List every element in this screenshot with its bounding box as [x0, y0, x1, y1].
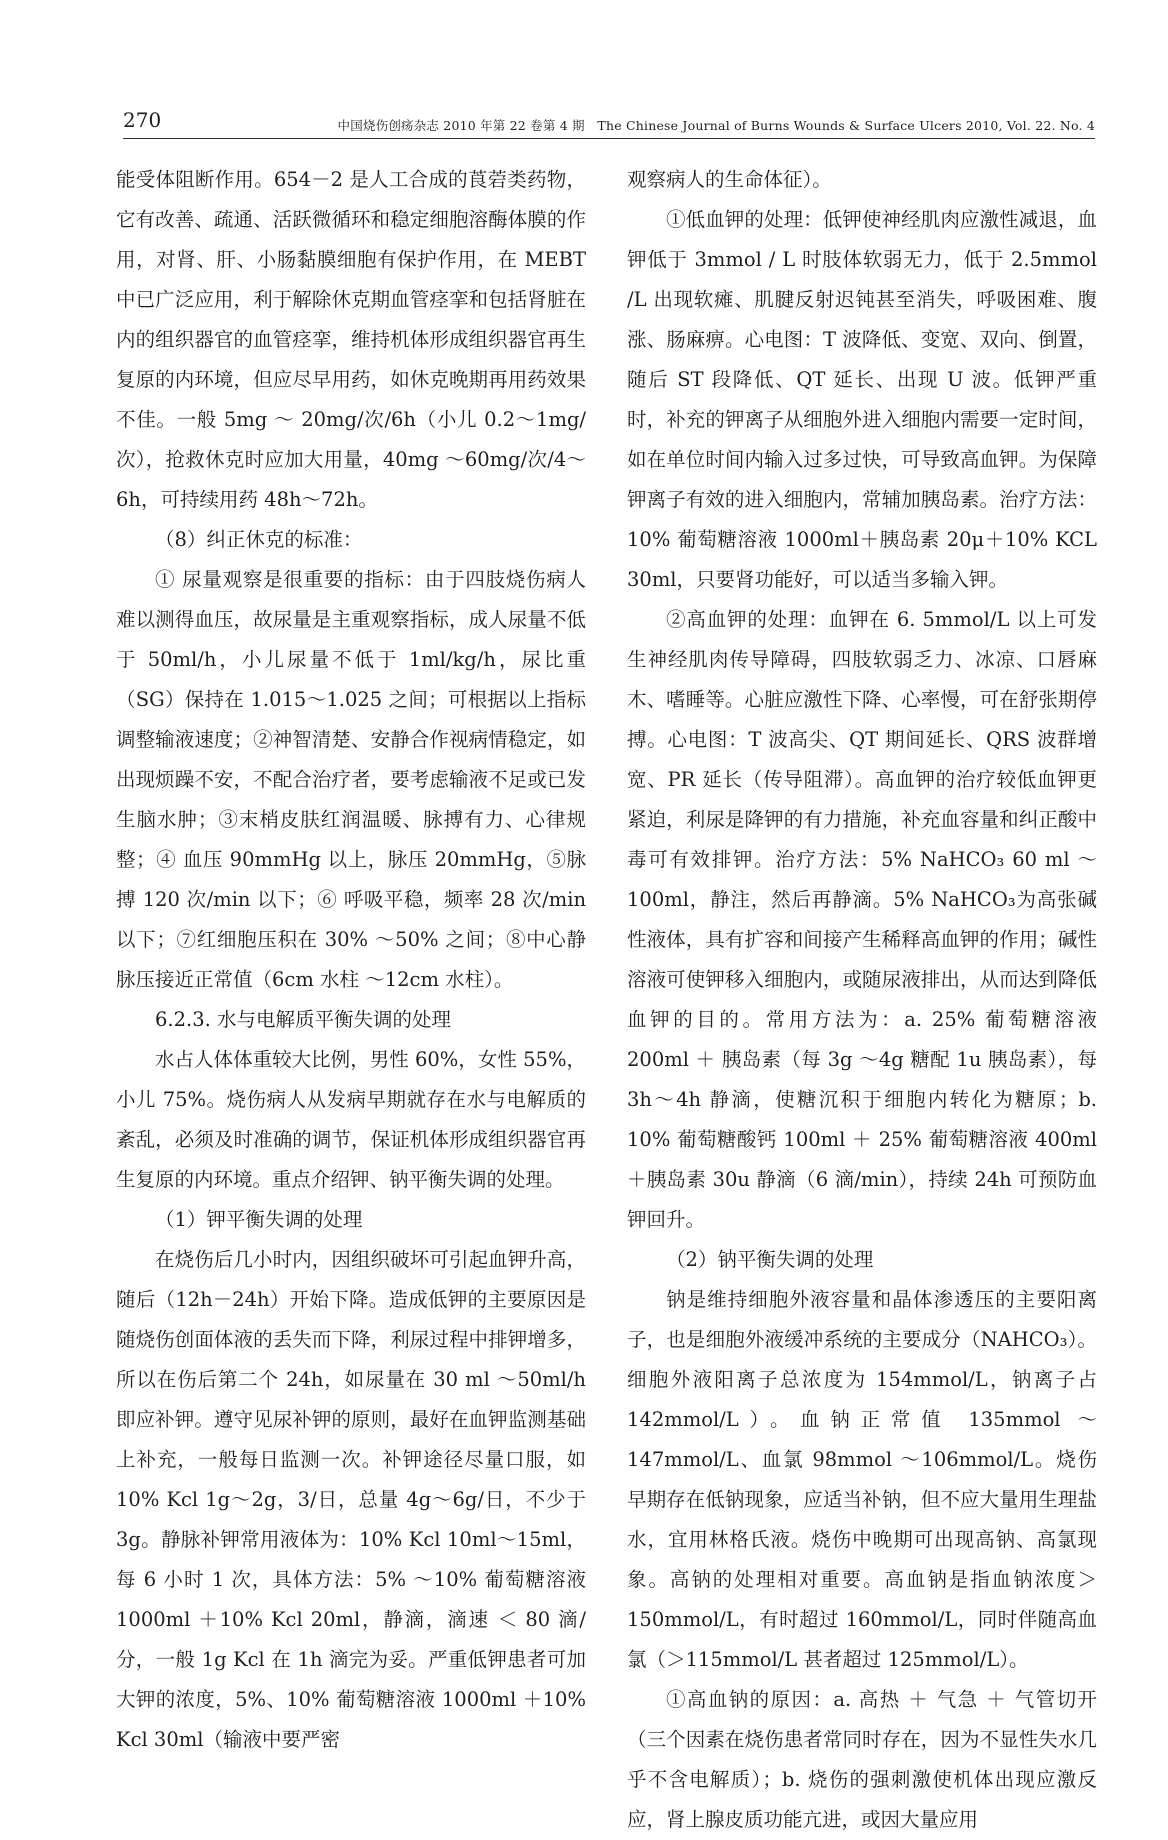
paragraph: 观察病人的生命体征）。: [627, 168, 832, 191]
page-header: [115, 106, 1095, 140]
paragraph: 在烧伤后几小时内，因组织破坏可引起血钾升高，随后（12h－24h）开始下降。造成低钾的主要原因是随烧伤创面体液的丢失而下降，利尿过程中排钾增多，所以在伤后第二个 24h，如尿量在 30 ml ～50ml/h 即应补钾。遵守见尿补钾的原则，最好在血钾监测基础上补充，一般每日监测一次。补钾途径尽量口服，如 10% Kcl 1g～2g，3/日，总量 4g～6g/日，不少于 3g。静脉补钾常用液体为：10% Kcl 10ml～15ml，每 6 小时 1 次，具体方法：5% ～10% 葡萄糖溶液 1000ml ＋10% Kcl 20ml，静滴，滴速 ＜ 80 滴/分，一般 1g Kcl 在 1h 滴完为妥。严重低钾患者可加大钾的浓度，5%、10% 葡萄糖溶液 1000ml ＋10% Kcl 30ml（输液中要严密: [116, 1248, 587, 1751]
paragraph: ①高血钠的原因：a. 高热 ＋ 气急 ＋ 气管切开（三个因素在烧伤患者常同时存在，因为不显性失水几乎不含电解质）；b. 烧伤的强刺激使机体出现应激反应，肾上腺皮质功能亢进，或因大量应用: [627, 1688, 1097, 1831]
section-heading: （2）钠平衡失调的处理: [666, 1248, 874, 1271]
header-rule: [123, 138, 1095, 139]
paragraph: ②高血钾的处理：血钾在 6. 5mmol/L 以上可发生神经肌肉传导障碍，四肢软弱乏力、冰凉、口唇麻木、嗜睡等。心脏应激性下降、心率慢，可在舒张期停搏。心电图：T 波高尖、QT 期间延长、QRS 波群增宽、PR 延长（传导阻滞）。高血钾的治疗较低血钾更紧迫，利尿是降钾的有力措施，补充血容量和纠正酸中毒可有效排钾。治疗方法：5% NaHCO₃ 60 ml ～100ml，静注，然后再静滴。5% NaHCO₃为高张碱性液体，具有扩容和间接产生稀释高血钾的作用；碱性溶液可使钾移入细胞内，或随尿液排出，从而达到降低血钾的目的。常用方法为：a. 25% 葡萄糖溶液 200ml ＋ 胰岛素（每 3g ～4g 糖配 1u 胰岛素），每 3h～4h 静滴，使糖沉积于细胞内转化为糖原；b. 10% 葡萄糖酸钙 100ml ＋ 25% 葡萄糖溶液 400ml ＋胰岛素 30u 静滴（6 滴/min），持续 24h 可预防血钾回升。: [627, 608, 1097, 1231]
left-column: [116, 160, 586, 1760]
paragraph: 能受体阻断作用。654－2 是人工合成的莨菪类药物，它有改善、疏通、活跃微循环和稳定细胞溶酶体膜的作用，对肾、肝、小肠黏膜细胞有保护作用，在 MEBT 中已广泛应用，利于解除休克期血管痉挛和包括肾脏在内的组织器官的血管痉挛，维持机体形成组织器官再生复原的内环境，但应尽早用药，如休克晚期再用药效果不佳。一般 5mg ～ 20mg/次/6h（小儿 0.2～1mg/次），抢救休克时应加大用量，40mg ～60mg/次/4～6h，可持续用药 48h～72h。: [116, 168, 586, 511]
paragraph: ① 尿量观察是很重要的指标：由于四肢烧伤病人难以测得血压，故尿量是主重观察指标，成人尿量不低于 50ml/h，小儿尿量不低于 1ml/kg/h，尿比重（SG）保持在 1.015～1.025 之间；可根据以上指标调整输液速度；②神智清楚、安静合作视病情稳定，如出现烦躁不安，不配合治疗者，要考虑输液不足或已发生脑水肿；③末梢皮肤红润温暖、脉搏有力、心律规整；④ 血压 90mmHg 以上，脉压 20mmHg，⑤脉搏 120 次/min 以下；⑥ 呼吸平稳，频率 28 次/min 以下；⑦红细胞压积在 30% ～50% 之间；⑧中心静脉压接近正常值（6cm 水柱 ～12cm 水柱）。: [116, 568, 586, 991]
page-number: 270: [123, 108, 162, 132]
section-heading: （8）纠正休克的标准：: [155, 528, 363, 551]
section-heading: （1）钾平衡失调的处理: [155, 1208, 363, 1231]
paragraph: 钠是维持细胞外液容量和晶体渗透压的主要阳离子，也是细胞外液缓冲系统的主要成分（NAHCO₃）。细胞外液阳离子总浓度为 154mmol/L，钠离子占 142mmol/L）。血钠正常值 135mmol ～ 147mmol/L、血氯 98mmol ～106mmol/L。烧伤早期存在低钠现象，应适当补钠，但不应大量用生理盐水，宜用林格氏液。烧伤中晚期可出现高钠、高氯现象。高钠的处理相对重要。高血钠是指血钠浓度＞150mmol/L，有时超过 160mmol/L，同时伴随高血氯（＞115mmol/L 甚者超过 125mmol/L）。: [627, 1288, 1097, 1671]
section-heading: 6.2.3. 水与电解质平衡失调的处理: [155, 1008, 452, 1031]
paragraph: 水占人体体重较大比例，男性 60%，女性 55%，小儿 75%。烧伤病人从发病早期就存在水与电解质的紊乱，必须及时准确的调节，保证机体形成组织器官再生复原的内环境。重点介绍钾、钠平衡失调的处理。: [116, 1048, 586, 1191]
right-column: [627, 160, 1097, 1840]
journal-running-title: 中国烧伤创疡杂志 2010 年第 22 卷第 4 期 The Chinese Journal of Burns Wounds & Surface Ulcers 2010, Vol. 22. No. 4: [337, 118, 1095, 133]
paragraph: ①低血钾的处理：低钾使神经肌肉应激性减退，血钾低于 3mmol / L 时肢体软弱无力，低于 2.5mmol /L 出现软瘫、肌腱反射迟钝甚至消失，呼吸困难、腹涨、肠麻痹。心电图：T 波降低、变宽、双向、倒置，随后 ST 段降低、QT 延长、出现 U 波。低钾严重时，补充的钾离子从细胞外进入细胞内需要一定时间，如在单位时间内输入过多过快，可导致高血钾。为保障钾离子有效的进入细胞内，常辅加胰岛素。治疗方法：10% 葡萄糖溶液 1000ml＋胰岛素 20μ＋10% KCL 30ml，只要肾功能好，可以适当多输入钾。: [627, 208, 1097, 591]
